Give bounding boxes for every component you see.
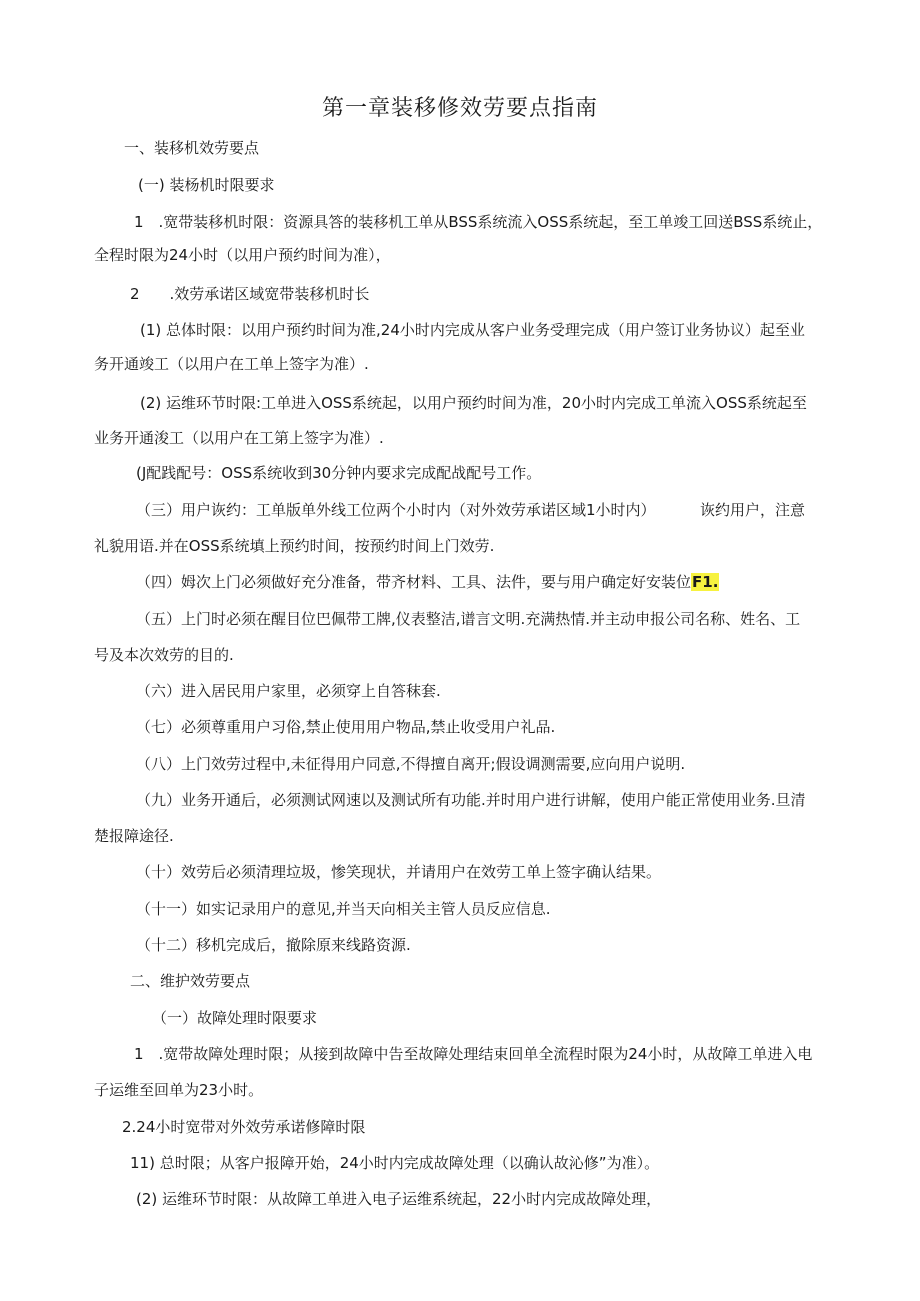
paragraph-text: （四）姆次上门必须做好充分准备，带齐材料、工具、法件，要与用户确定好安装位 [136, 573, 692, 591]
paragraph-line: 2 .效劳承诺区域宽带装移机时长 [130, 285, 370, 303]
paragraph-line: （五）上门时必须在醒目位巴佩带工牌,仪表整洁,谱言文明.充满热情.并主动申报公司名称、姓名、工 [136, 610, 801, 628]
paragraph-line: （八）上门效劳过程中,未征得用户同意,不得擅自离开;假设调测需要,应向用户说明. [136, 755, 686, 773]
paragraph-line: (2) 运维环节时限：从故障工单进入电子运维系统起，22小时内完成故障处理， [136, 1190, 662, 1208]
paragraph-line: 业务开通浚工（以用户在工第上签字为准）. [94, 429, 384, 447]
paragraph-line: 诙约用户，注意 [700, 501, 806, 519]
paragraph-line: 1 .宽带故障处理时限；从接到故障中告至故障处理结束回单全流程时限为24小时，从故障工单进入电 [134, 1045, 813, 1063]
section-heading: 一、装移机效劳要点 [124, 139, 260, 157]
paragraph-line: （九）业务开通后，必须测试网速以及测试所有功能.并时用户进行讲解，使用户能正常使用业务.旦清 [136, 791, 806, 809]
paragraph-line: (2) 运维环节时限:工单进入OSS系统起，以用户预约时间为准，20小时内完成工单流入OSS系统起至 [140, 394, 807, 412]
paragraph-line: (1) 总体时限：以用户预约时间为准,24小时内完成从客户业务受理完成（用户签订业务协议）起至业 [140, 321, 805, 339]
paragraph-line [136, 572, 719, 592]
paragraph-line: 子运维至回单为23小时。 [94, 1081, 264, 1099]
paragraph-line: 11) 总时限；从客户报障开始，24小时内完成故障处理（以确认故沁修”为准）。 [130, 1154, 660, 1172]
paragraph-line: （十二）移机完成后，撤除原来线路资源. [136, 936, 411, 954]
highlighted-text: F1. [692, 573, 719, 591]
paragraph-line: 2.24小时宽带对外效劳承诺修障时限 [122, 1118, 366, 1136]
paragraph-line: 楚报障途径. [94, 827, 174, 845]
paragraph-line: 号及本次效劳的目的. [94, 646, 234, 664]
subsection-heading: （一）故障处理时限要求 [152, 1009, 318, 1027]
paragraph-line: 全程时限为24小时（以用户预约时间为准）， [94, 246, 391, 264]
paragraph-line: （七）必须尊重用户习俗,禁止使用用户物品,禁止收受用户礼品. [136, 718, 556, 736]
paragraph-line: 1 .宽带装移机时限：资源具答的装移机工单从BSS系统流入OSS系统起，至工单竣工回送BSS系统止， [134, 213, 823, 231]
paragraph-line: （三）用户诙约：工单版单外线工位两个小时内（对外效劳承诺区域1小时内） [136, 501, 656, 519]
paragraph-line: （十一）如实记录用户的意见,并当天向相关主管人员反应信息. [136, 900, 551, 918]
paragraph-line: 礼貌用语.并在OSS系统填上预约时间，按预约时间上门效劳. [94, 537, 495, 555]
paragraph-line: 务开通竣工（以用户在工单上签字为准）. [94, 355, 369, 373]
subsection-heading: (一) 装杨机时限要求 [138, 176, 275, 194]
paragraph-line: (J配践配号：OSS系统收到30分钟内要求完成配战配号工作。 [136, 464, 542, 482]
paragraph-line: （十）效劳后必须清理垃圾，惨笑现状，并请用户在效劳工单上签字确认结果。 [136, 863, 662, 881]
chapter-title: 第一章装移修效劳要点指南 [321, 96, 598, 121]
section-heading: 二、维护效劳要点 [130, 972, 251, 990]
paragraph-line: （六）进入居民用户家里，必须穿上自答秣套. [136, 682, 441, 700]
